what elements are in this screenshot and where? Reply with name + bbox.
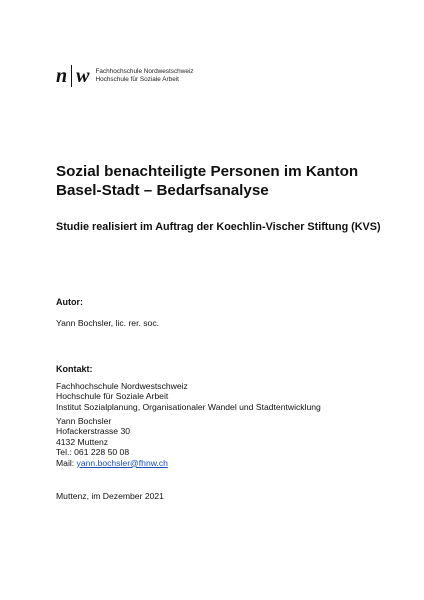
logo-text [95, 68, 193, 84]
footer-date: Muttenz, im Dezember 2021 [56, 491, 164, 501]
contact-org-line-1: Fachhochschule Nordwestschweiz [56, 381, 188, 391]
contact-org-line-3: Institut Sozialplanung, Organisationaler Wandel und Stadtentwicklung [56, 401, 321, 412]
contact-person: Yann Bochsler [56, 416, 112, 426]
logo-letter-n: n [56, 65, 68, 87]
contact-mail-line [56, 458, 168, 468]
contact-city: 4132 Muttenz [56, 436, 109, 447]
logo-letter-w: w [76, 65, 90, 87]
logo-line-1: Fachhochschule Nordwestschweiz [95, 68, 194, 75]
fhnw-logo-mark [56, 66, 89, 86]
document-title: Sozial benachteiligte Personen im Kanton Basel-Stadt – Bedarfsanalyse [56, 163, 359, 199]
author-name: Yann Bochsler, lic. rer. soc. [56, 318, 160, 328]
contact-email-link[interactable]: yann.bochsler@fhnw.ch [76, 457, 168, 468]
contact-label: Kontakt: [56, 364, 93, 374]
author-label: Autor: [56, 297, 83, 307]
contact-org-line-2: Hochschule für Soziale Arbeit [56, 391, 169, 402]
fhnw-logo [56, 66, 194, 86]
document-subtitle: Studie realisiert im Auftrag der Koechlin-Vischer Stiftung (KVS) [56, 221, 381, 233]
contact-phone: Tel.: 061 228 50 08 [56, 447, 130, 458]
logo-divider [71, 65, 72, 87]
logo-line-2: Hochschule für Soziale Arbeit [95, 76, 179, 83]
contact-organisation [56, 381, 321, 412]
contact-address [56, 416, 168, 468]
contact-mail-prefix: Mail: [56, 457, 75, 468]
contact-street: Hofackerstrasse 30 [56, 426, 131, 437]
